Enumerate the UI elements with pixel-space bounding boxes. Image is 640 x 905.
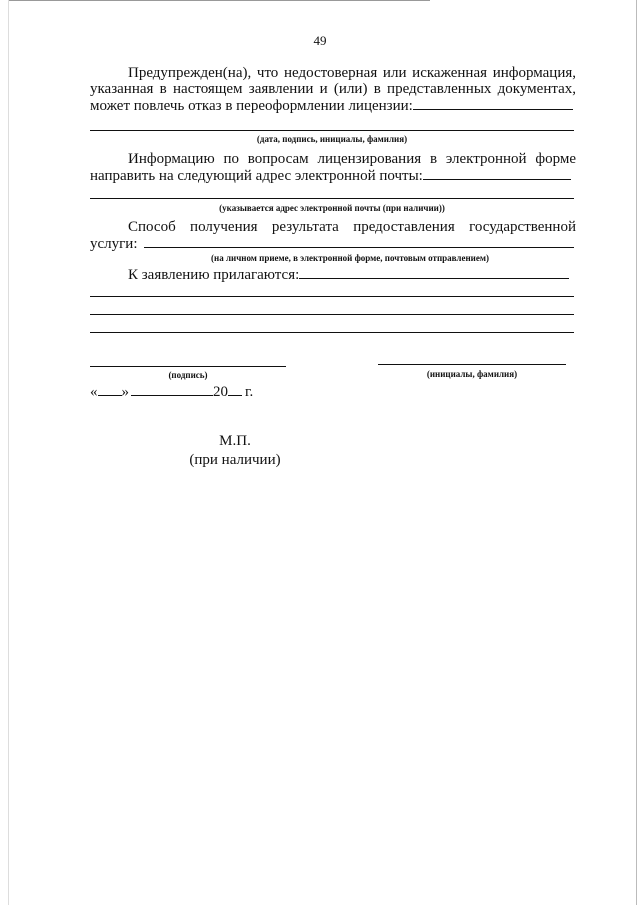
warning-line-3-text: может повлечь отказ в переоформлении лицензии: [90, 98, 413, 114]
delivery-method-field[interactable] [144, 235, 574, 248]
signature-caption: (подпись) [168, 370, 208, 380]
attachments-field-2[interactable] [90, 296, 574, 297]
date-day-field[interactable] [98, 383, 122, 396]
date-month-field[interactable] [131, 383, 213, 396]
warning-line-2: указанная в настоящем заявлении и (или) в представленных документах, [90, 81, 576, 97]
method-line-2-text: услуги: [90, 236, 138, 252]
stamp-note: (при наличии) [189, 452, 281, 468]
date-year-prefix: 20 [213, 384, 228, 400]
signature-line[interactable] [90, 366, 286, 367]
date-year-field[interactable] [228, 383, 242, 396]
email-address-field[interactable] [423, 167, 571, 180]
method-line-2 [90, 235, 576, 252]
email-line-2-text: направить на следующий адрес электронной почты: [90, 168, 423, 184]
warning-paragraph [90, 65, 576, 114]
method-caption: (на личном приеме, в электронной форме, почтовым отправлением) [211, 253, 489, 263]
attachments-line [90, 266, 576, 283]
date-row [90, 383, 253, 400]
email-paragraph [90, 151, 576, 184]
stamp-label: М.П. [219, 433, 251, 449]
attachments-field-1[interactable] [299, 266, 569, 279]
license-reissue-date-field[interactable] [413, 97, 573, 110]
warning-line-1: Предупрежден(на), что недостоверная или искаженная информация, [128, 65, 576, 81]
date-year-suffix: г. [245, 384, 254, 400]
method-paragraph [90, 219, 576, 252]
name-line[interactable] [378, 364, 566, 365]
email-extra-line[interactable] [90, 198, 574, 199]
page-edge-right [636, 0, 637, 905]
warning-line-3 [90, 97, 576, 114]
attachments-label: К заявлению прилагаются: [128, 267, 300, 283]
attachments-field-3[interactable] [90, 314, 574, 315]
date-open-quote: « [90, 384, 98, 400]
warning-caption: (дата, подпись, инициалы, фамилия) [256, 134, 408, 144]
email-line-2 [90, 167, 576, 184]
method-line-1: Способ получения результата предоставления государственной [128, 219, 576, 235]
page-number: 49 [313, 33, 327, 48]
email-caption: (указывается адрес электронной почты (при наличии)) [219, 203, 445, 213]
email-line-1: Информацию по вопросам лицензирования в электронной форме [128, 151, 576, 167]
page-edge-top [8, 0, 430, 1]
attachments-paragraph [90, 266, 576, 283]
warning-signature-line[interactable] [90, 130, 574, 131]
date-close-quote: » [121, 384, 129, 400]
name-caption: (инициалы, фамилия) [426, 369, 518, 379]
attachments-field-4[interactable] [90, 332, 574, 333]
